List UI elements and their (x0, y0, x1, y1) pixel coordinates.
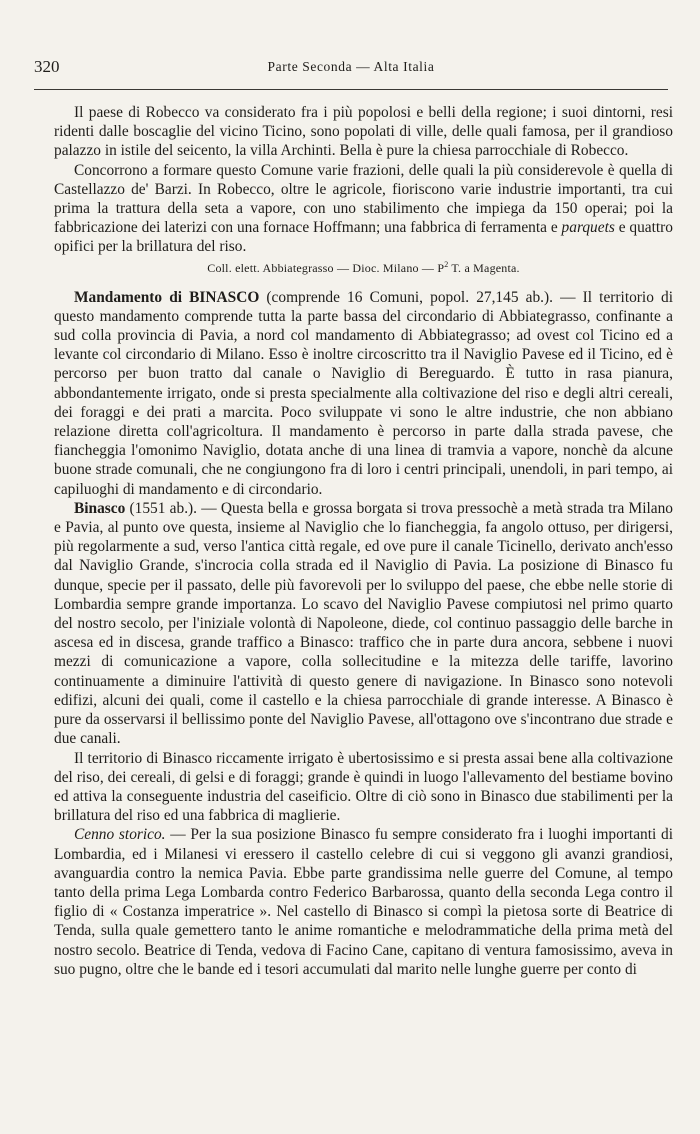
subheading-cenno-storico: Cenno storico. (74, 826, 166, 844)
text-run: Concorrono a formare questo Comune varie frazioni, delle quali la più considerevole è quella di Castellazzo de' Barzi. In Robecco, oltre le agricole, fioriscono varie industrie importanti, tra cui prima la trattura della seta a vapore, con uno stabilimento che impiega da 150 operai; poi la fabbricazione dei laterizi con una fornace Hoffmann; una fabbrica di ferramenta e (54, 161, 673, 237)
paragraph-binasco-territory: Il territorio di Binasco riccamente irrigato è ubertosissimo e si presta assai bene alla coltivazione del riso, dei cereali, di gelsi e di foraggi; grande è quindi in luogo l'allevamento del bestiame bovino ed attiva la conseguente industria del caseificio. Oltre di ciò sono in Binasco due stabilimenti per la brillatura del riso ed una fabbrica di maglierie. (54, 749, 673, 825)
electoral-caption (54, 260, 673, 276)
text-run: e quattro opifici per la brillatura del riso. (54, 219, 673, 256)
paragraph-cenno-storico (54, 825, 673, 979)
caption-superscript: 2 (444, 259, 449, 269)
paragraph-robecco: Il paese di Robecco va considerato fra i più popolosi e belli della regione; i suoi dintorni, resi ridenti dalle boscaglie del vicino Ticino, sono popolati di ville, delle quali famosa, per il grandioso palazzo in istile del seicento, la villa Archinti. Bella è pure la chiesa parrocchiale di Robecco. (54, 104, 673, 160)
page-number: 320 (34, 57, 60, 76)
running-title: Parte Seconda — Alta Italia (267, 59, 435, 74)
paragraph-mandamento (54, 288, 673, 499)
caption-text-end: T. a Magenta. (448, 260, 520, 275)
paragraph-binasco (54, 499, 673, 749)
text-run: (1551 ab.). — Questa bella e grossa borgata si trova pressochè a metà strada tra Milano e Pavia, al punto ove questa, insieme al Naviglio che lo fiancheggia, fa angolo ottuso, per dirigersi, più regolarmente a sud, verso l'antica città regale, ed ove pure il canale Ticinello, derivato anch'esso dal Naviglio Grande, s'incrocia colla strada ed il Naviglio di Pavia. La posizione di Binasco fu dunque, specie per il passato, delle più favorevoli per lo sviluppo del paese, che ebbe nelle storie di Lombardia sempre grande importanza. Lo scavo del Naviglio Pavese compiutosi nel primo quarto del nostro secolo, per l'iniziale volontà di Napoleone, diede, col continuo passaggio delle barche in ascesa ed in discesa, grande traffico a Binasco: traffico che in parte dura ancora, sebbene i nuovi mezzi di comunicazione a vapore, colla sollecitudine e la mitezza delle tariffe, lavorino continuamente a diminuire l'attività di questo genere di navigazione. In Binasco sono notevoli edifizi, alcuni dei quali, come il castello e la chiesa parrocchiale di grande interesse. A Binasco è pure da osservarsi il bellissimo ponte del Naviglio Pavese, all'ottagono ove s'incontrano due strade e due canali. (54, 499, 673, 748)
text-run: — Per la sua posizione Binasco fu sempre considerato fra i luoghi importanti di Lombardia, ed i Milanesi vi eressero il castello celebre di cui si veggono gli avanzi grandiosi, avanguardia contro la nemica Pavia. Ebbe parte grandissima nelle guerre del Comune, al tempo tanto della prima Lega Lombarda contro Federico Barbarossa, quanto della seconda Lega contro il figlio di « Costanza imperatrice ». Nel castello di Binasco si compì la pietosa sorte di Beatrice di Tenda, sulla quale gemettero tanto le anime romantiche e melodrammatiche della prima metà del nostro secolo. Beatrice di Tenda, vedova di Facino Cane, capitano di ventura famosissimo, aveva in suo pugno, oltre che le bande ed i tesori accumulati dal marito nelle lunghe guerre per conto di (54, 826, 673, 978)
section-heading-binasco: Binasco (74, 499, 126, 517)
caption-text: Coll. elett. Abbiategrasso — Dioc. Milano — P (207, 260, 445, 275)
section-heading-mandamento: Mandamento di BINASCO (74, 288, 260, 306)
page-body (54, 103, 673, 979)
paragraph-robecco-industries (54, 161, 673, 257)
italic-term: parquets (561, 219, 615, 237)
text-run: (comprende 16 Comuni, popol. 27,145 ab.). — Il territorio di questo mandamento comprende tutta la parte bassa del circondario di Abbiategrasso, confinante a sud colla provincia di Pavia, a nord col mandamento di Abbiategrasso; ad ovest col Ticino ed a levante col circondario di Milano. Esso è inoltre circoscritto tra il Naviglio Pavese ed il Ticino, ed è percorso per buon tratto dal canale o Naviglio di Bereguardo. È tutto in rasa pianura, abbondantemente irrigato, onde si presta specialmente alla coltivazione del riso e degli altri cereali, dei foraggi e dei prati a marcita. Poco sviluppate vi sono le altre industrie, che non abbiano relazione diretta coll'agricoltura. Il mandamento è percorso in parte dalla strada pavese, che fiancheggia l'omonimo Naviglio, dotata anche di una linea di tramvia a vapore, nonchè da alcune buone strade comunali, che ne congiungono fra di loro i centri principali, unendoli, in pari tempo, ai capiluoghi di mandamento e di circondario. (54, 288, 673, 498)
page-header (34, 57, 668, 83)
header-rule (34, 89, 668, 90)
